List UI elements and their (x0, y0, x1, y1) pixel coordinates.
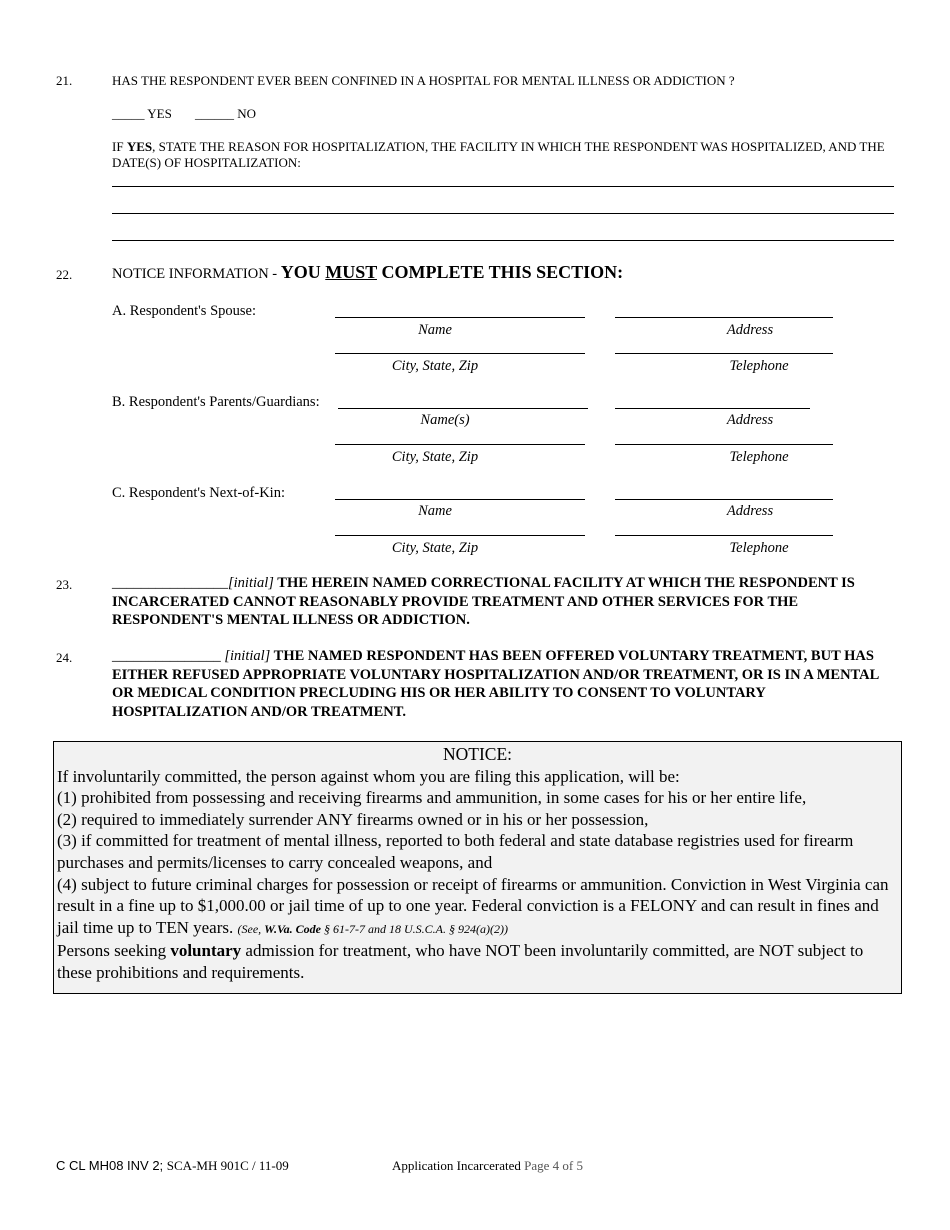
q23-number: 23. (56, 577, 73, 592)
q24-initial-blank[interactable]: _______________ (112, 648, 221, 664)
kin-address-line[interactable] (615, 499, 833, 500)
q21-yes-blank[interactable]: _____ (112, 106, 145, 121)
notice-item-2: (2) required to immediately surrender ANY firearms owned or in his or her possession, (57, 809, 649, 829)
spouse-telephone-line[interactable] (615, 353, 833, 354)
kin-telephone-caption: Telephone (729, 540, 789, 556)
footer-form-id: C CL MH08 INV 2; SCA-MH 901C / 11-09 (56, 1158, 289, 1173)
spouse-name-line[interactable] (335, 317, 585, 318)
q22-heading: NOTICE INFORMATION - YOU MUST COMPLETE THIS SECTION: (112, 262, 624, 282)
notice-item-4: (4) subject to future criminal charges for possession or receipt of firearms or ammunition. Conviction in West Virginia can result in a fine up to $1,000.00 or jail time of up to one year. Federal conviction is a FELONY and can result in fines and jail time up to TEN years. (See, W.Va. Code § 61-7-7 and 18 U.S.C.A. § 924(a)(2)) (57, 874, 889, 937)
q21-if-yes-instruction: IF YES, STATE THE REASON FOR HOSPITALIZATION, THE FACILITY IN WHICH THE RESPONDENT WAS HOSPITALIZED, AND THE DATE(S) OF HOSPITALIZATION: (112, 139, 885, 170)
notice-intro: If involuntarily committed, the person against whom you are filing this application, will be: (57, 766, 680, 786)
q21-no-option[interactable] (195, 106, 256, 122)
spouse-label: A. Respondent's Spouse: (112, 303, 256, 319)
q21-number: 21. (56, 73, 73, 88)
notice-item-3: (3) if committed for treatment of mental illness, reported to both federal and state database registries used for firearm purchases and permits/licenses to carry concealed weapons, and (57, 831, 854, 872)
notice-citation: (See, W.Va. Code § 61-7-7 and 18 U.S.C.A. § 924(a)(2)) (237, 921, 508, 936)
parents-telephone-caption: Telephone (729, 449, 789, 465)
q22-number: 22. (56, 267, 73, 282)
kin-name-caption: Name (418, 503, 452, 519)
q21-answer-line-3[interactable] (112, 240, 894, 241)
kin-city-line[interactable] (335, 535, 585, 536)
parents-label: B. Respondent's Parents/Guardians: (112, 394, 320, 410)
parents-address-line[interactable] (615, 408, 810, 409)
spouse-address-line[interactable] (615, 317, 833, 318)
q23-statement: ________________[initial] THE HEREIN NAMED CORRECTIONAL FACILITY AT WHICH THE RESPONDENT IS INCARCERATED CANNOT REASONABLY PROVIDE TREATMENT AND OTHER SERVICES FOR THE RESPONDENT'S MENTAL ILLNESS OR ADDICTION. (112, 575, 855, 628)
spouse-name-caption: Name (418, 322, 452, 338)
spouse-telephone-caption: Telephone (729, 358, 789, 374)
kin-city-caption: City, State, Zip (391, 540, 479, 556)
q24-statement: _______________ [initial] THE NAMED RESPONDENT HAS BEEN OFFERED VOLUNTARY TREATMENT, BUT HAS EITHER REFUSED APPROPRIATE VOLUNTARY HOSPITALIZATION AND/OR TREATMENT, OR IS IN A MENTAL OR MEDICAL CONDITION PRECLUDING HIS OR HER ABILITY TO CONSENT TO VOLUNTARY HOSPITALIZATION AND/OR TREATMENT. (112, 648, 879, 720)
kin-address-caption: Address (726, 503, 774, 519)
q21-answer-line-1[interactable] (112, 186, 894, 187)
notice-title: NOTICE: (442, 744, 513, 764)
q21-yes-label: YES (147, 106, 172, 121)
q21-answer-line-2[interactable] (112, 213, 894, 214)
parents-name-line[interactable] (338, 408, 588, 409)
footer-page-info: Application Incarcerated Page 4 of 5 (392, 1158, 583, 1173)
q21-no-label: NO (237, 106, 257, 121)
notice-voluntary: Persons seeking voluntary admission for treatment, who have NOT been involuntarily committed, are NOT subject to these prohibitions and requirements. (57, 941, 864, 982)
parents-city-line[interactable] (335, 444, 585, 445)
spouse-city-line[interactable] (335, 353, 585, 354)
parents-telephone-line[interactable] (615, 444, 833, 445)
spouse-city-caption: City, State, Zip (391, 358, 479, 374)
kin-label: C. Respondent's Next-of-Kin: (112, 485, 285, 501)
notice-item-1: (1) prohibited from possessing and receiving firearms and ammunition, in some cases for his or her entire life, (57, 788, 807, 808)
page-number: Page 4 of 5 (524, 1158, 583, 1173)
q21-question: HAS THE RESPONDENT EVER BEEN CONFINED IN A HOSPITAL FOR MENTAL ILLNESS OR ADDICTION ? (112, 73, 735, 88)
parents-names-caption: Name(s) (420, 412, 470, 428)
parents-address-caption: Address (726, 412, 774, 428)
q21-yes-option[interactable] (112, 106, 172, 122)
q21-no-blank[interactable]: ______ (195, 106, 234, 121)
q24-number: 24. (56, 650, 73, 665)
spouse-address-caption: Address (726, 322, 774, 338)
q23-initial-blank[interactable]: ________________ (112, 575, 228, 591)
kin-name-line[interactable] (335, 499, 585, 500)
kin-telephone-line[interactable] (615, 535, 833, 536)
parents-city-caption: City, State, Zip (391, 449, 479, 465)
firearms-notice-box (53, 741, 902, 994)
